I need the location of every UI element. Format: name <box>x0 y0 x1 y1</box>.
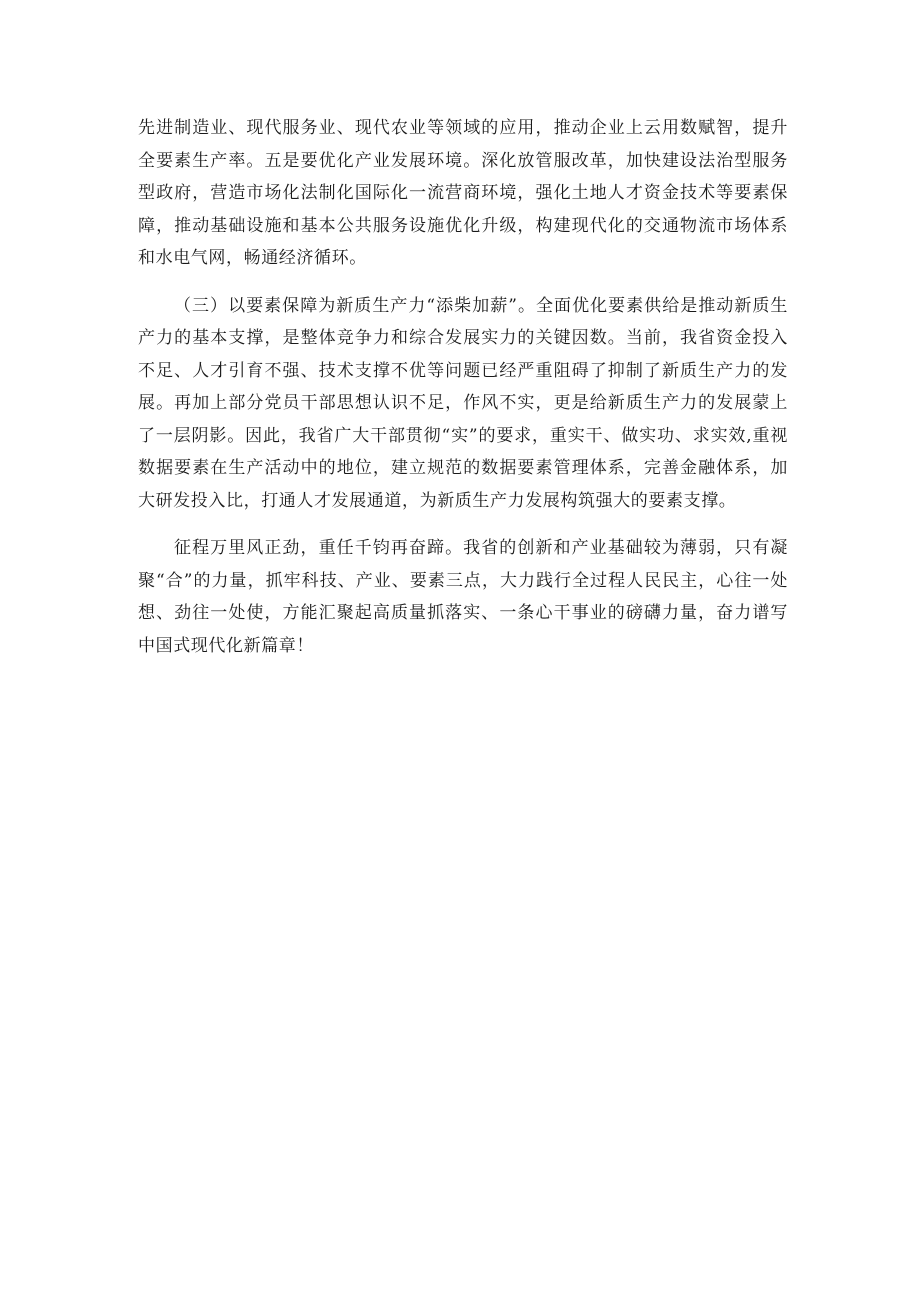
document-body <box>138 112 788 662</box>
paragraph-conclusion: 征程万里风正劲，重任千钧再奋蹄。我省的创新和产业基础较为薄弱，只有凝聚“合”的力量，抓牢科技、产业、要素三点，大力践行全过程人民民主，心往一处想、劲往一处使，方能汇聚起高质量抓落实、一条心干事业的磅礴力量，奋力谱写中国式现代化新篇章！ <box>138 538 788 656</box>
paragraph-continuation: 先进制造业、现代服务业、现代农业等领域的应用，推动企业上云用数赋智，提升全要素生产率。五是要优化产业发展环境。深化放管服改革，加快建设法治型服务型政府，营造市场化法制化国际化一流营商环境，强化土地人才资金技术等要素保障，推动基础设施和基本公共服务设施优化升级，构建现代化的交通物流市场体系和水电气网，畅通经济循环。 <box>138 118 788 268</box>
paragraph-section-three: （三）以要素保障为新质生产力“添柴加薪”。全面优化要素供给是推动新质生产力的基本支撑，是整体竞争力和综合发展实力的关键因数。当前，我省资金投入不足、人才引育不强、技术支撑不优等问题已经严重阻碍了抑制了新质生产力的发展。再加上部分党员干部思想认识不足，作风不实，更是给新质生产力的发展蒙上了一层阴影。因此，我省广大干部贯彻“实”的要求，重实干、做实功、求实效,重视数据要素在生产活动中的地位，建立规范的数据要素管理体系，完善金融体系，加大研发投入比，打通人才发展通道，为新质生产力发展构筑强大的要素支撑。 <box>138 295 788 511</box>
